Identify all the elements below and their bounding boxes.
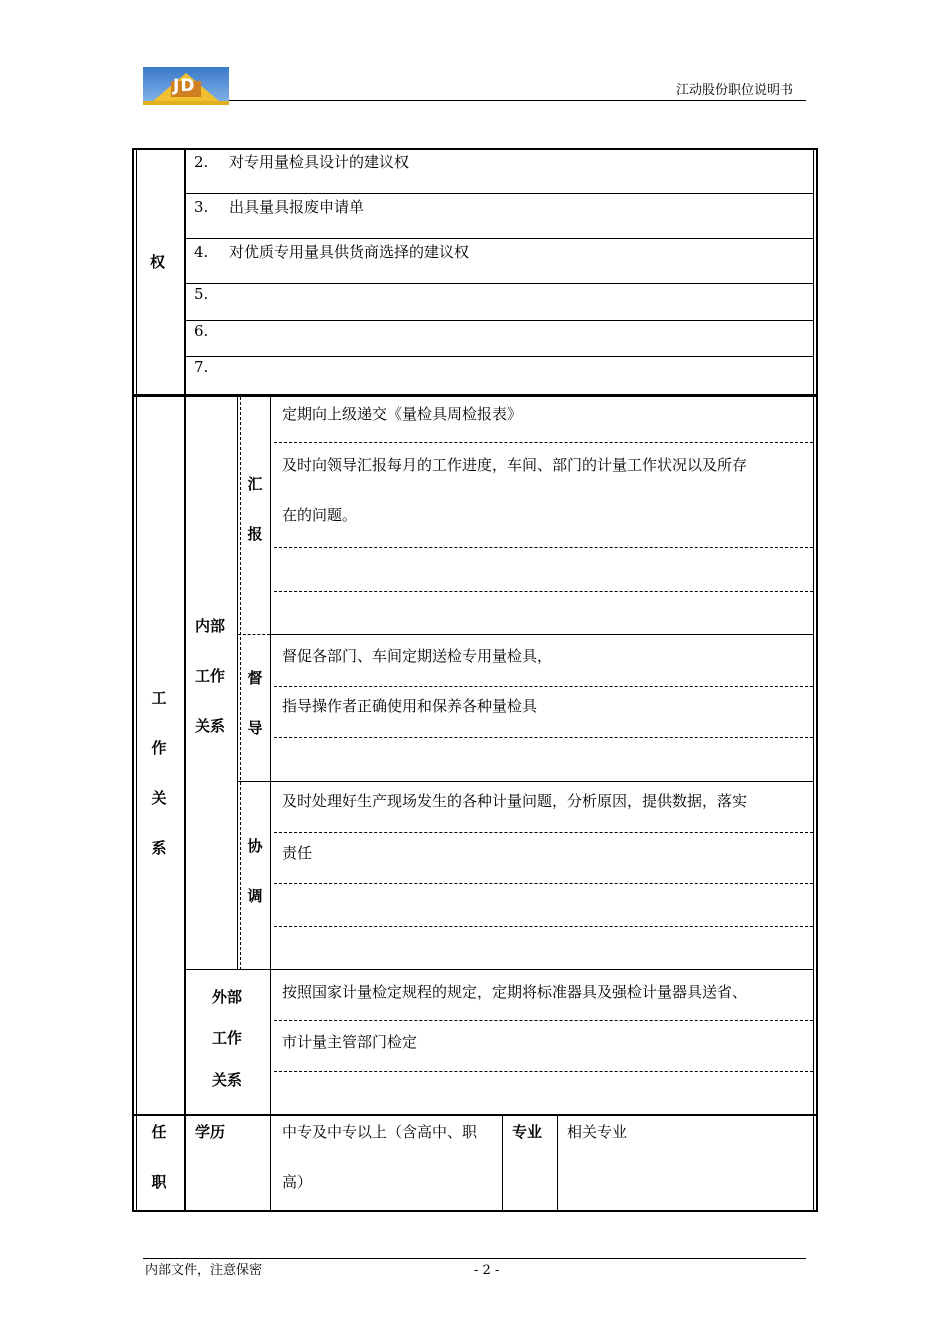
coordinate-line: 责任 (282, 844, 313, 862)
coordinate-line: 及时处理好生产现场发生的各种计量问题，分析原因，提供数据，落实 (282, 792, 748, 810)
page-number: - 2 - (474, 1263, 500, 1278)
report-line: 在的问题。 (282, 506, 358, 524)
report-line: 定期向上级递交《量检具周检报表》 (282, 405, 523, 423)
external-line: 按照国家计量检定规程的规定，定期将标准器具及强检计量器具送省、 (282, 983, 748, 1001)
external-line: 市计量主管部门检定 (282, 1033, 418, 1051)
education-value: 中专及中专以上（含高中、职 (282, 1123, 478, 1141)
supervise-line: 指导操作者正确使用和保养各种量检具 (282, 697, 538, 715)
company-logo (143, 67, 229, 105)
rights-label: 权 (150, 253, 166, 271)
major-label: 专业 (512, 1123, 543, 1141)
education-label: 学历 (195, 1123, 226, 1141)
supervise-line: 督促各部门、车间定期送检专用量检具， (282, 647, 553, 665)
major-value: 相关专业 (567, 1123, 628, 1141)
education-value: 高） (282, 1173, 313, 1191)
header-title: 江动股份职位说明书 (676, 83, 794, 98)
main-table (132, 148, 818, 1212)
footer-confidential: 内部文件，注意保密 (145, 1263, 263, 1278)
report-line: 及时向领导汇报每月的工作进度，车间、部门的计量工作状况以及所存 (282, 456, 748, 474)
footer-rule (143, 1258, 806, 1259)
logo-text: JD (173, 76, 196, 96)
